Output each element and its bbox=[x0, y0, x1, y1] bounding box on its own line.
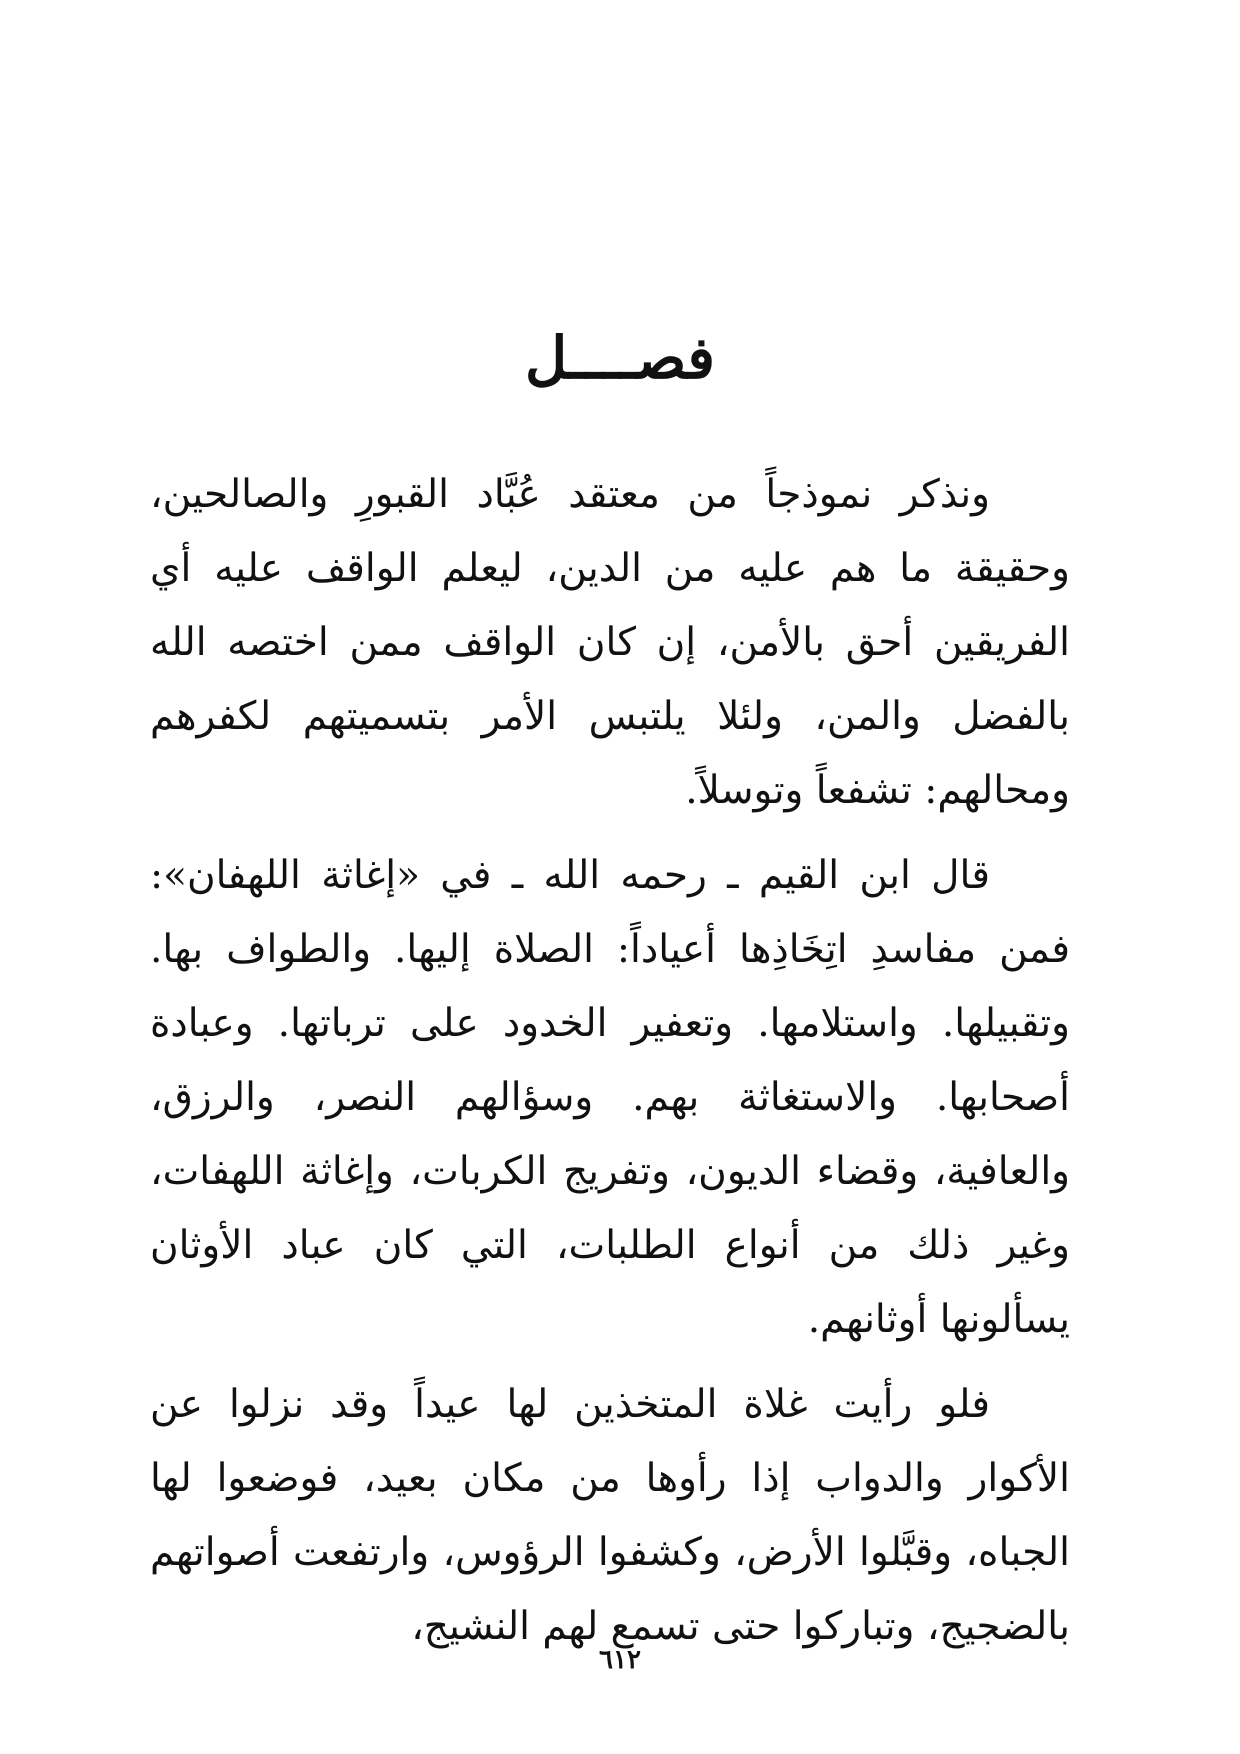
page-number: ٦١٢ bbox=[599, 1645, 641, 1675]
paragraph-3: فلو رأيت غلاة المتخذين لها عيداً وقد نزلوا عن الأكوار والدواب إذا رأوها من مكان بعيد، فوضعوا لها الجباه، وقبَّلوا الأرض، وكشفوا الرؤوس، وارتفعت أصواتهم بالضجيج، وتباركوا حتى تسمع لهم النشيج، bbox=[150, 1382, 1070, 1649]
paragraph-2: قال ابن القيم ـ رحمه الله ـ في «إغاثة اللهفان»: فمن مفاسدِ اتِخَاذِها أعياداً: الصلاة إليها. والطواف بها. وتقبيلها. واستلامها. وتعفير الخدود على ترباتها. وعبادة أصحابها. والاستغاثة بهم. وسؤالهم النصر، والرزق، والعافية، وقضاء الديون، وتفريج الكربات، وإغاثة اللهفات، وغير ذلك من أنواع الطلبات، التي كان عباد الأوثان يسألونها أوثانهم. bbox=[150, 853, 1070, 1342]
paragraph-1: ونذكر نموذجاً من معتقد عُبَّاد القبورِ والصالحين، وحقيقة ما هم عليه من الدين، ليعلم الواقف عليه أي الفريقين أحق بالأمن، إن كان الواقف ممن اختصه الله بالفضل والمن، ولئلا يلتبس الأمر بتسميتهم لكفرهم ومحالهم: تشفعاً وتوسلاً. bbox=[150, 472, 1070, 813]
page-body bbox=[150, 458, 1070, 1675]
section-heading: فصــــل bbox=[525, 324, 715, 392]
